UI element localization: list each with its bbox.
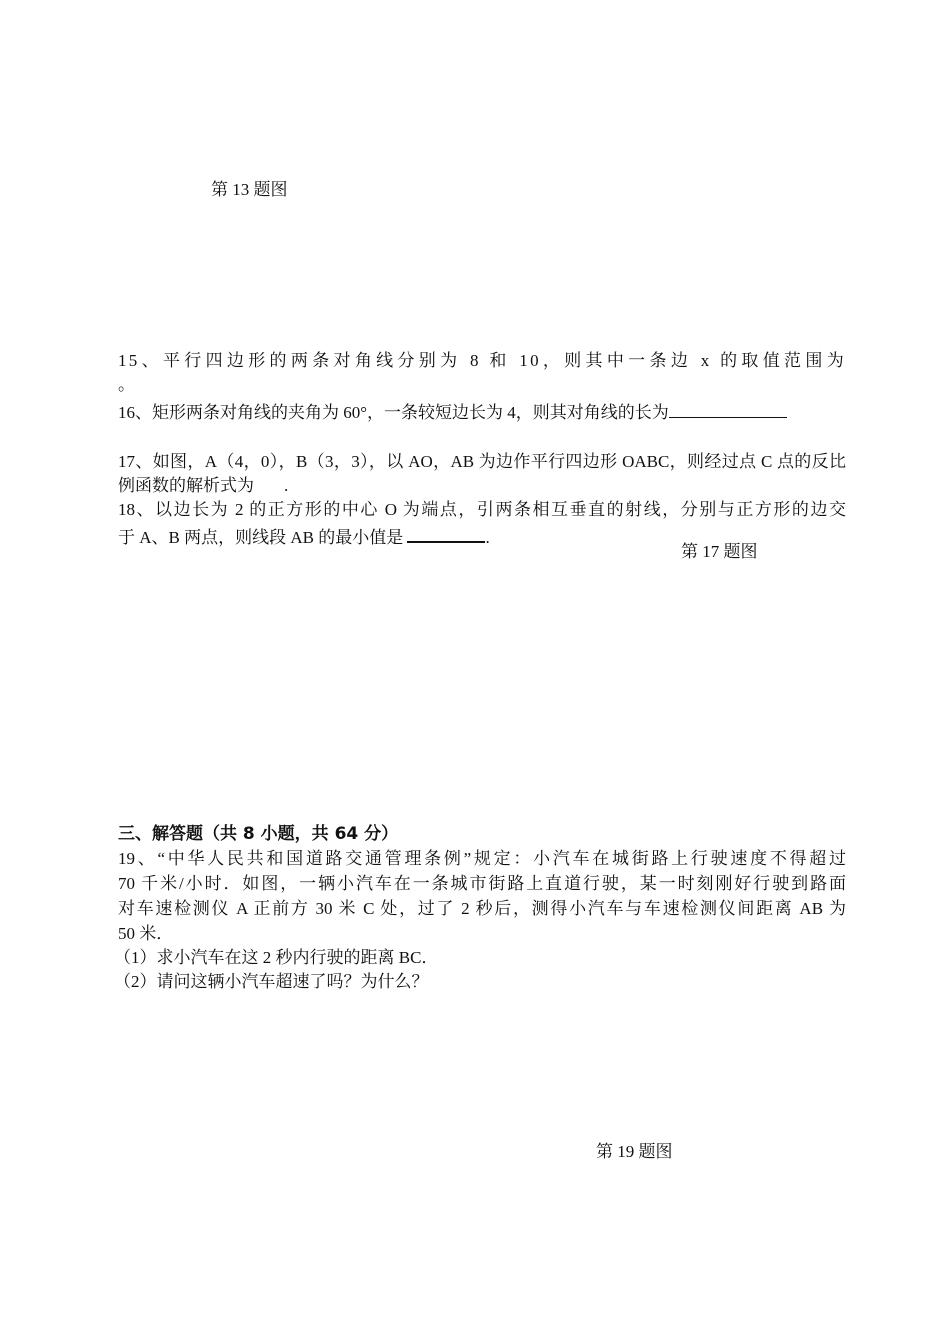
question-18-line-1: 18、以边长为 2 的正方形的中心 O 为端点，引两条相互垂直的射线，分别与正方形的边交: [118, 500, 846, 519]
question-18-line-2-text: 于 A、B 两点，则线段 AB 的最小值是: [118, 528, 404, 547]
figure-19-caption: 第 19 题图: [596, 1142, 673, 1161]
question-17-line-2-text: 例函数的解析式为: [118, 476, 254, 495]
question-19-line-1: 19、“中华人民共和国道路交通管理条例”规定：小汽车在城街路上行驶速度不得超过: [118, 849, 846, 868]
question-15-line-2: 。: [118, 375, 135, 394]
question-18-answer-blank[interactable]: [407, 523, 485, 543]
question-19-line-3: 对车速检测仪 A 正前方 30 米 C 处，过了 2 秒后，测得小汽车与车速检测仪间距离 AB 为: [118, 899, 846, 918]
question-19-line-4: 50 米．: [118, 924, 174, 943]
question-17-line-1: 17、如图，A（4，0），B（3，3），以 AO，AB 为边作平行四边形 OABC，则经过点 C 点的反比: [118, 452, 846, 471]
question-18-line-2: [118, 523, 490, 550]
section-3-heading: 三、解答题（共 8 小题，共 64 分）: [118, 824, 399, 844]
question-16: [118, 399, 787, 425]
question-18-line-2-end: .: [485, 528, 490, 547]
question-16-answer-blank[interactable]: [669, 399, 787, 418]
figure-17-caption: 第 17 题图: [681, 542, 758, 561]
question-19-sub-2: （2）请问这辆小汽车超速了吗？为什么？: [114, 972, 429, 991]
question-19-line-2: 70 千米/小时．如图，一辆小汽车在一条城市街路上直道行驶，某一时刻刚好行驶到路面: [118, 874, 846, 893]
question-19-sub-1: （1）求小汽车在这 2 秒内行驶的距离 BC．: [114, 948, 439, 967]
question-15-line-1: 15、平行四边形的两条对角线分别为 8 和 10，则其中一条边 x 的取值范围为: [118, 351, 846, 370]
question-16-text: 16、矩形两条对角线的夹角为 60°，一条较短边长为 4，则其对角线的长为: [118, 403, 669, 422]
question-17-line-2: [118, 474, 288, 498]
figure-13-caption: 第 13 题图: [211, 180, 288, 199]
question-17-line-2-end: .: [284, 476, 289, 495]
